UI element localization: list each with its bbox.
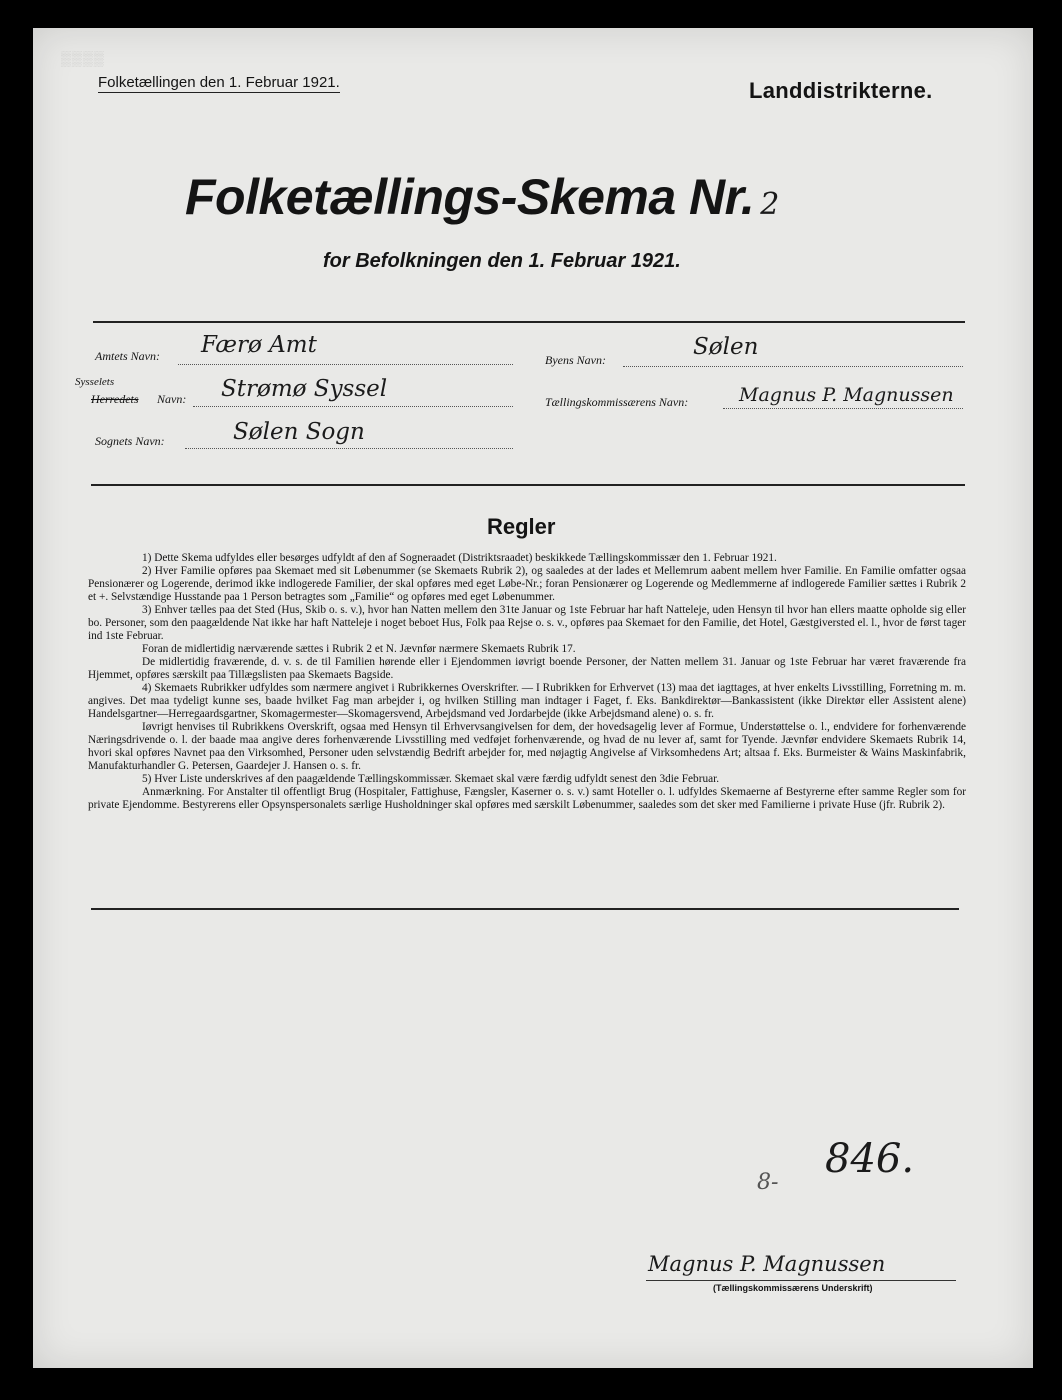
amt-value: Færø Amt: [201, 332, 317, 358]
kommissaer-label: Tællingskommissærens Navn:: [545, 395, 689, 409]
form-title: [185, 168, 779, 226]
header-census-date: Folketællingen den 1. Februar 1921.: [98, 74, 340, 91]
sogn-label: Sognets Navn:: [95, 434, 165, 448]
fields-divider: [91, 484, 965, 486]
byen-value: Sølen: [693, 334, 759, 360]
faint-mark: 8-: [757, 1170, 779, 1195]
amt-line: [178, 364, 513, 365]
rule-paragraph: Iøvrigt henvises til Rubrikkens Overskrift, ogsaa med Hensyn til Erhvervsangivelsen for dem, der hovedsagelig lever af Formue, Understøttelse o. l., endvidere for forhenværende Næringsdrivende o. l. der baade maa angive deres forhenværende Livsstilling med vedføjet forhenværende, og hvad de nu lever af, samt for Tyende. Jævnfør endvidere Skemaets Rubrik 14, hvori skal opføres Navnet paa den Virksomhed, Personer uden selvstændig Bedrift arbejder for, med nøjagtig Angivelse af Virksomhedens Art; altsaa f. Eks. Burmeister & Wains Maskinfabrik, Manufakturhandler G. Petersen, Gaardejer J. Hansen o. s. fr.: [88, 721, 966, 772]
rules-title: Regler: [487, 514, 556, 539]
form-title-text: Folketællings-Skema Nr.: [185, 169, 755, 225]
rule-paragraph: Anmærkning. For Anstalter til offentligt Brug (Hospitaler, Fattighuse, Fængsler, Kaserner o. s. v.) samt Hoteller o. l. udfyldes Skemaerne af Bestyrerne efter samme Regler som for private Ejendomme. Bestyrerens eller Opsynspersonalets særlige Husholdninger skal opføres med særskilt Løbenummer, saaledes som det sker med Familierne i private Huse (jfr. Rubrik 2).: [88, 786, 966, 811]
top-divider: [93, 321, 965, 323]
rule-paragraph: 5) Hver Liste underskrives af den paagældende Tællingskommissær. Skemaet skal være færdig udfyldt senest den 3die Februar.: [142, 773, 720, 785]
herred-value: Strømø Syssel: [221, 376, 388, 402]
kommissaer-value: Magnus P. Magnussen: [739, 384, 954, 406]
herred-line: [193, 406, 513, 407]
rule-paragraph: 4) Skemaets Rubrikker udfyldes som nærmere angivet i Rubrikkernes Overskrifter. — I Rubrikken for Erhvervet (13) maa det iagttages, at hver enkelts Livsstilling, Forretning m. m. angives. Det maa tydeligt kunne ses, baade hvilket Fag man arbejder i, og hvilken Stilling man indtager i Faget, f. Eks. Bankdirektør—Bankassistent (ikke Direktør eller Assistent alene) Handelsgartner—Herregaardsgartner, Skomagermester—Skomagersvend, Arbejdsmand ved Jordarbejde (ikke Arbejdsmand alene) o. s. fr.: [88, 682, 966, 720]
form-number: 2: [760, 187, 779, 222]
herredets-label: Herredets: [91, 392, 139, 406]
rules-text: [88, 552, 966, 812]
byen-line: [623, 366, 963, 367]
census-form-page: [33, 28, 1033, 1368]
sogn-value: Sølen Sogn: [233, 419, 365, 445]
kommissaer-line: [723, 408, 963, 409]
signature-caption: (Tællingskommissærens Underskrift): [713, 1283, 873, 1293]
commissioner-signature: Magnus P. Magnussen: [648, 1252, 886, 1276]
byen-label: Byens Navn:: [545, 353, 606, 367]
rule-paragraph: De midlertidig fraværende, d. v. s. de til Familien hørende eller i Ejendommen iøvrigt boende Personer, der Natten mellem 31. Januar og 1ste Februar har været fraværende fra Hjemmet, opføres særskilt paa Tillægslisten paa Skemaets Bagside.: [88, 656, 966, 681]
form-subtitle: for Befolkningen den 1. Februar 1921.: [323, 250, 681, 272]
signature-line: [646, 1280, 956, 1281]
amt-label: Amtets Navn:: [95, 349, 160, 363]
sogn-line: [185, 448, 513, 449]
herred-navn-label: Navn:: [157, 392, 187, 406]
rule-paragraph: Foran de midlertidig nærværende sættes i Rubrik 2 et N. Jævnfør nærmere Skemaets Rubrik 17.: [142, 643, 576, 655]
faint-stamp: ▒▒▒▒: [61, 50, 105, 66]
rule-paragraph: 2) Hver Familie opføres paa Skemaet med sit Løbenummer (se Skemaets Rubrik 2), og saaledes at der lades et Mellemrum aabent mellem hver Familie. En Familie omfatter ogsaa Pensionærer og Logerende, derimod ikke indlogerede Familier, der skal opføres med eget Løbe-Nr.; foran Pensionærer og Logerende og Medlemmerne af indlogerede Familier sættes i Rubrik 2 et +. Selvstændige Husstande paa 1 Person betragtes som „Familie“ og opføres med eget Løbenummer.: [88, 565, 966, 603]
number-note: 846.: [825, 1136, 915, 1182]
rule-paragraph: 3) Enhver tælles paa det Sted (Hus, Skib o. s. v.), hvor han Natten mellem den 31te Januar og 1ste Februar har haft Natteleje, uden Hensyn til hvor han ellers maatte opholde sig eller bo. Personer, som den paagældende Nat ikke har haft Natteleje i noget beboet Hus, Folk paa Rejse o. s. v., opføres paa Skemaet for den Familie, det Hotel, Gæstgiversted el. l., hvor de først tager ind 1ste Februar.: [88, 604, 966, 642]
sysselets-label: Sysselets: [75, 376, 115, 388]
header-district-type: Landdistrikterne.: [749, 78, 933, 103]
rules-divider: [91, 908, 959, 910]
rule-paragraph: 1) Dette Skema udfyldes eller besørges udfyldt af den af Sogneraadet (Distriktsraadet) beskikkede Tællingskommissær den 1. Februar 1921.: [142, 552, 777, 564]
